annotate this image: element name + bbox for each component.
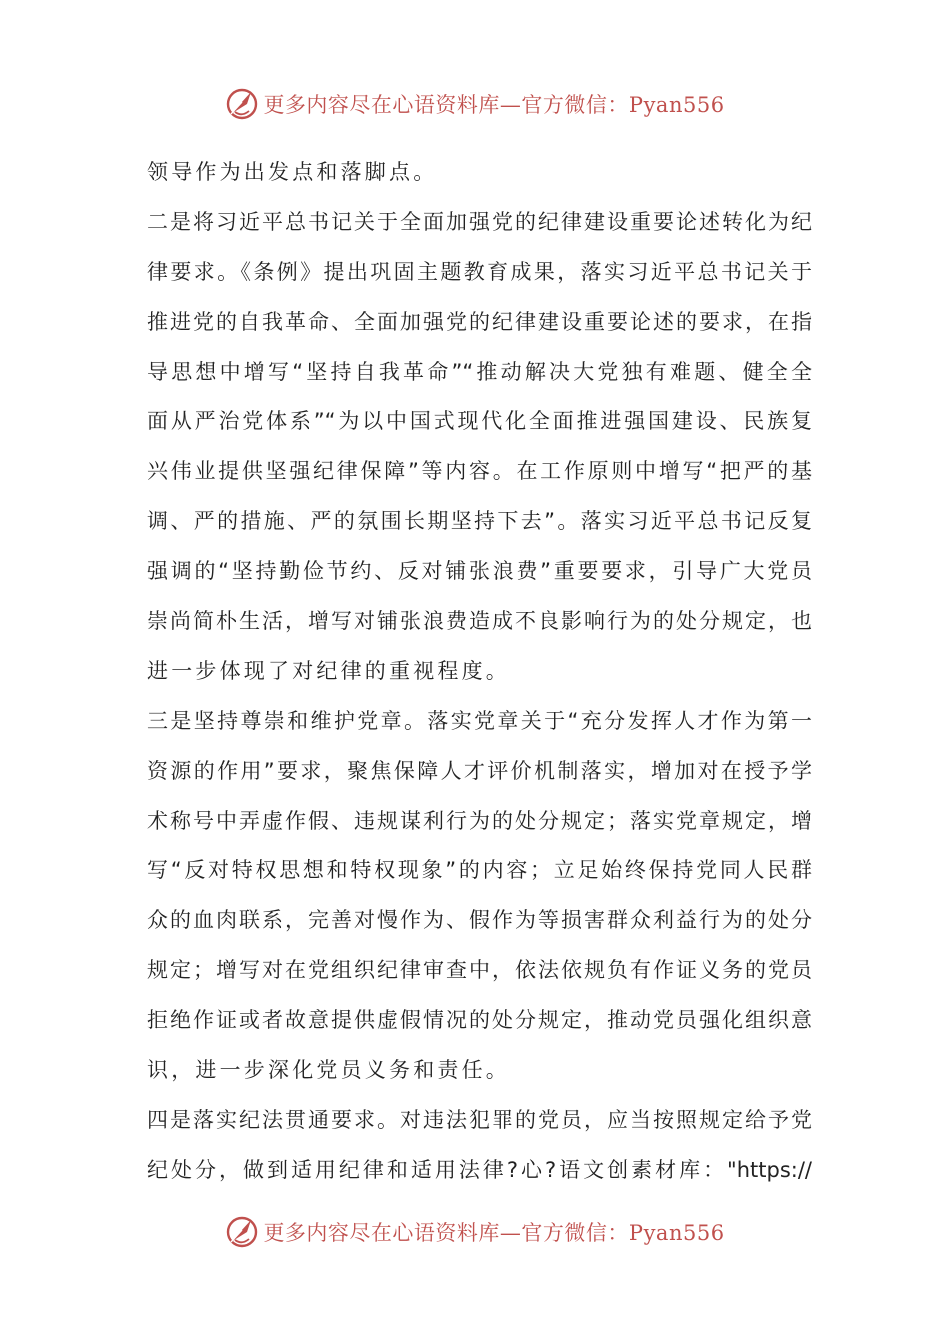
text-line: 律要求。《条例》提出巩固主题教育成果，落实习近平总书记关于 [147,259,812,284]
text-line: 写“反对特权思想和特权现象”的内容；立足始终保持党同人民群 [147,858,812,883]
text-line: 推进党的自我革命、全面加强党的纪律建设重要论述的要求，在指 [147,309,812,334]
quill-pen-logo-icon [225,87,259,121]
text-line: 面从严治党体系”“为以中国式现代化全面推进强国建设、民族复 [147,409,812,434]
text-line: 纪处分，做到适用纪律和适用法律?心?语文创素材库："https:// [147,1157,812,1182]
text-line: 崇尚简朴生活，增写对铺张浪费造成不良影响行为的处分规定，也 [147,609,812,634]
text-line: 拒绝作证或者故意提供虚假情况的处分规定，推动党员强化组织意 [147,1008,812,1033]
text-line: 导思想中增写“坚持自我革命”“推动解决大党独有难题、健全全 [147,359,812,384]
footer-banner-text: 更多内容尽在心语资料库—官方微信：Pyan556 [263,1221,725,1245]
text-line: 调、严的措施、严的氛围长期坚持下去”。落实习近平总书记反复 [147,509,812,534]
text-line: 资源的作用”要求，聚焦保障人才评价机制落实，增加对在授予学 [147,758,812,783]
text-line: 强调的“坚持勤俭节约、反对铺张浪费”重要要求，引导广大党员 [147,559,812,584]
text-line: 兴伟业提供坚强纪律保障”等内容。在工作原则中增写“把严的基 [147,459,812,484]
header-banner-text: 更多内容尽在心语资料库—官方微信：Pyan556 [263,93,725,117]
text-line: 术称号中弄虚作假、违规谋利行为的处分规定；落实党章规定，增 [147,808,812,833]
quill-pen-logo-icon [225,1215,259,1249]
text-line: 四是落实纪法贯通要求。对违法犯罪的党员，应当按照规定给予党 [147,1107,812,1132]
document-body [147,148,812,1196]
text-line: 领导作为出发点和落脚点。 [147,160,438,184]
text-line: 众的血肉联系，完善对慢作为、假作为等损害群众利益行为的处分 [147,908,812,933]
text-line: 二是将习近平总书记关于全面加强党的纪律建设重要论述转化为纪 [147,209,812,234]
text-line: 识，进一步深化党员义务和责任。 [147,1058,510,1083]
text-line: 进一步体现了对纪律的重视程度。 [147,658,510,683]
text-line: 规定；增写对在党组织纪律审查中，依法依规负有作证义务的党员 [147,958,812,983]
text-line: 三是坚持尊崇和维护党章。落实党章关于“充分发挥人才作为第一 [147,708,812,733]
page-footer [0,1212,950,1252]
page-header [0,84,950,124]
